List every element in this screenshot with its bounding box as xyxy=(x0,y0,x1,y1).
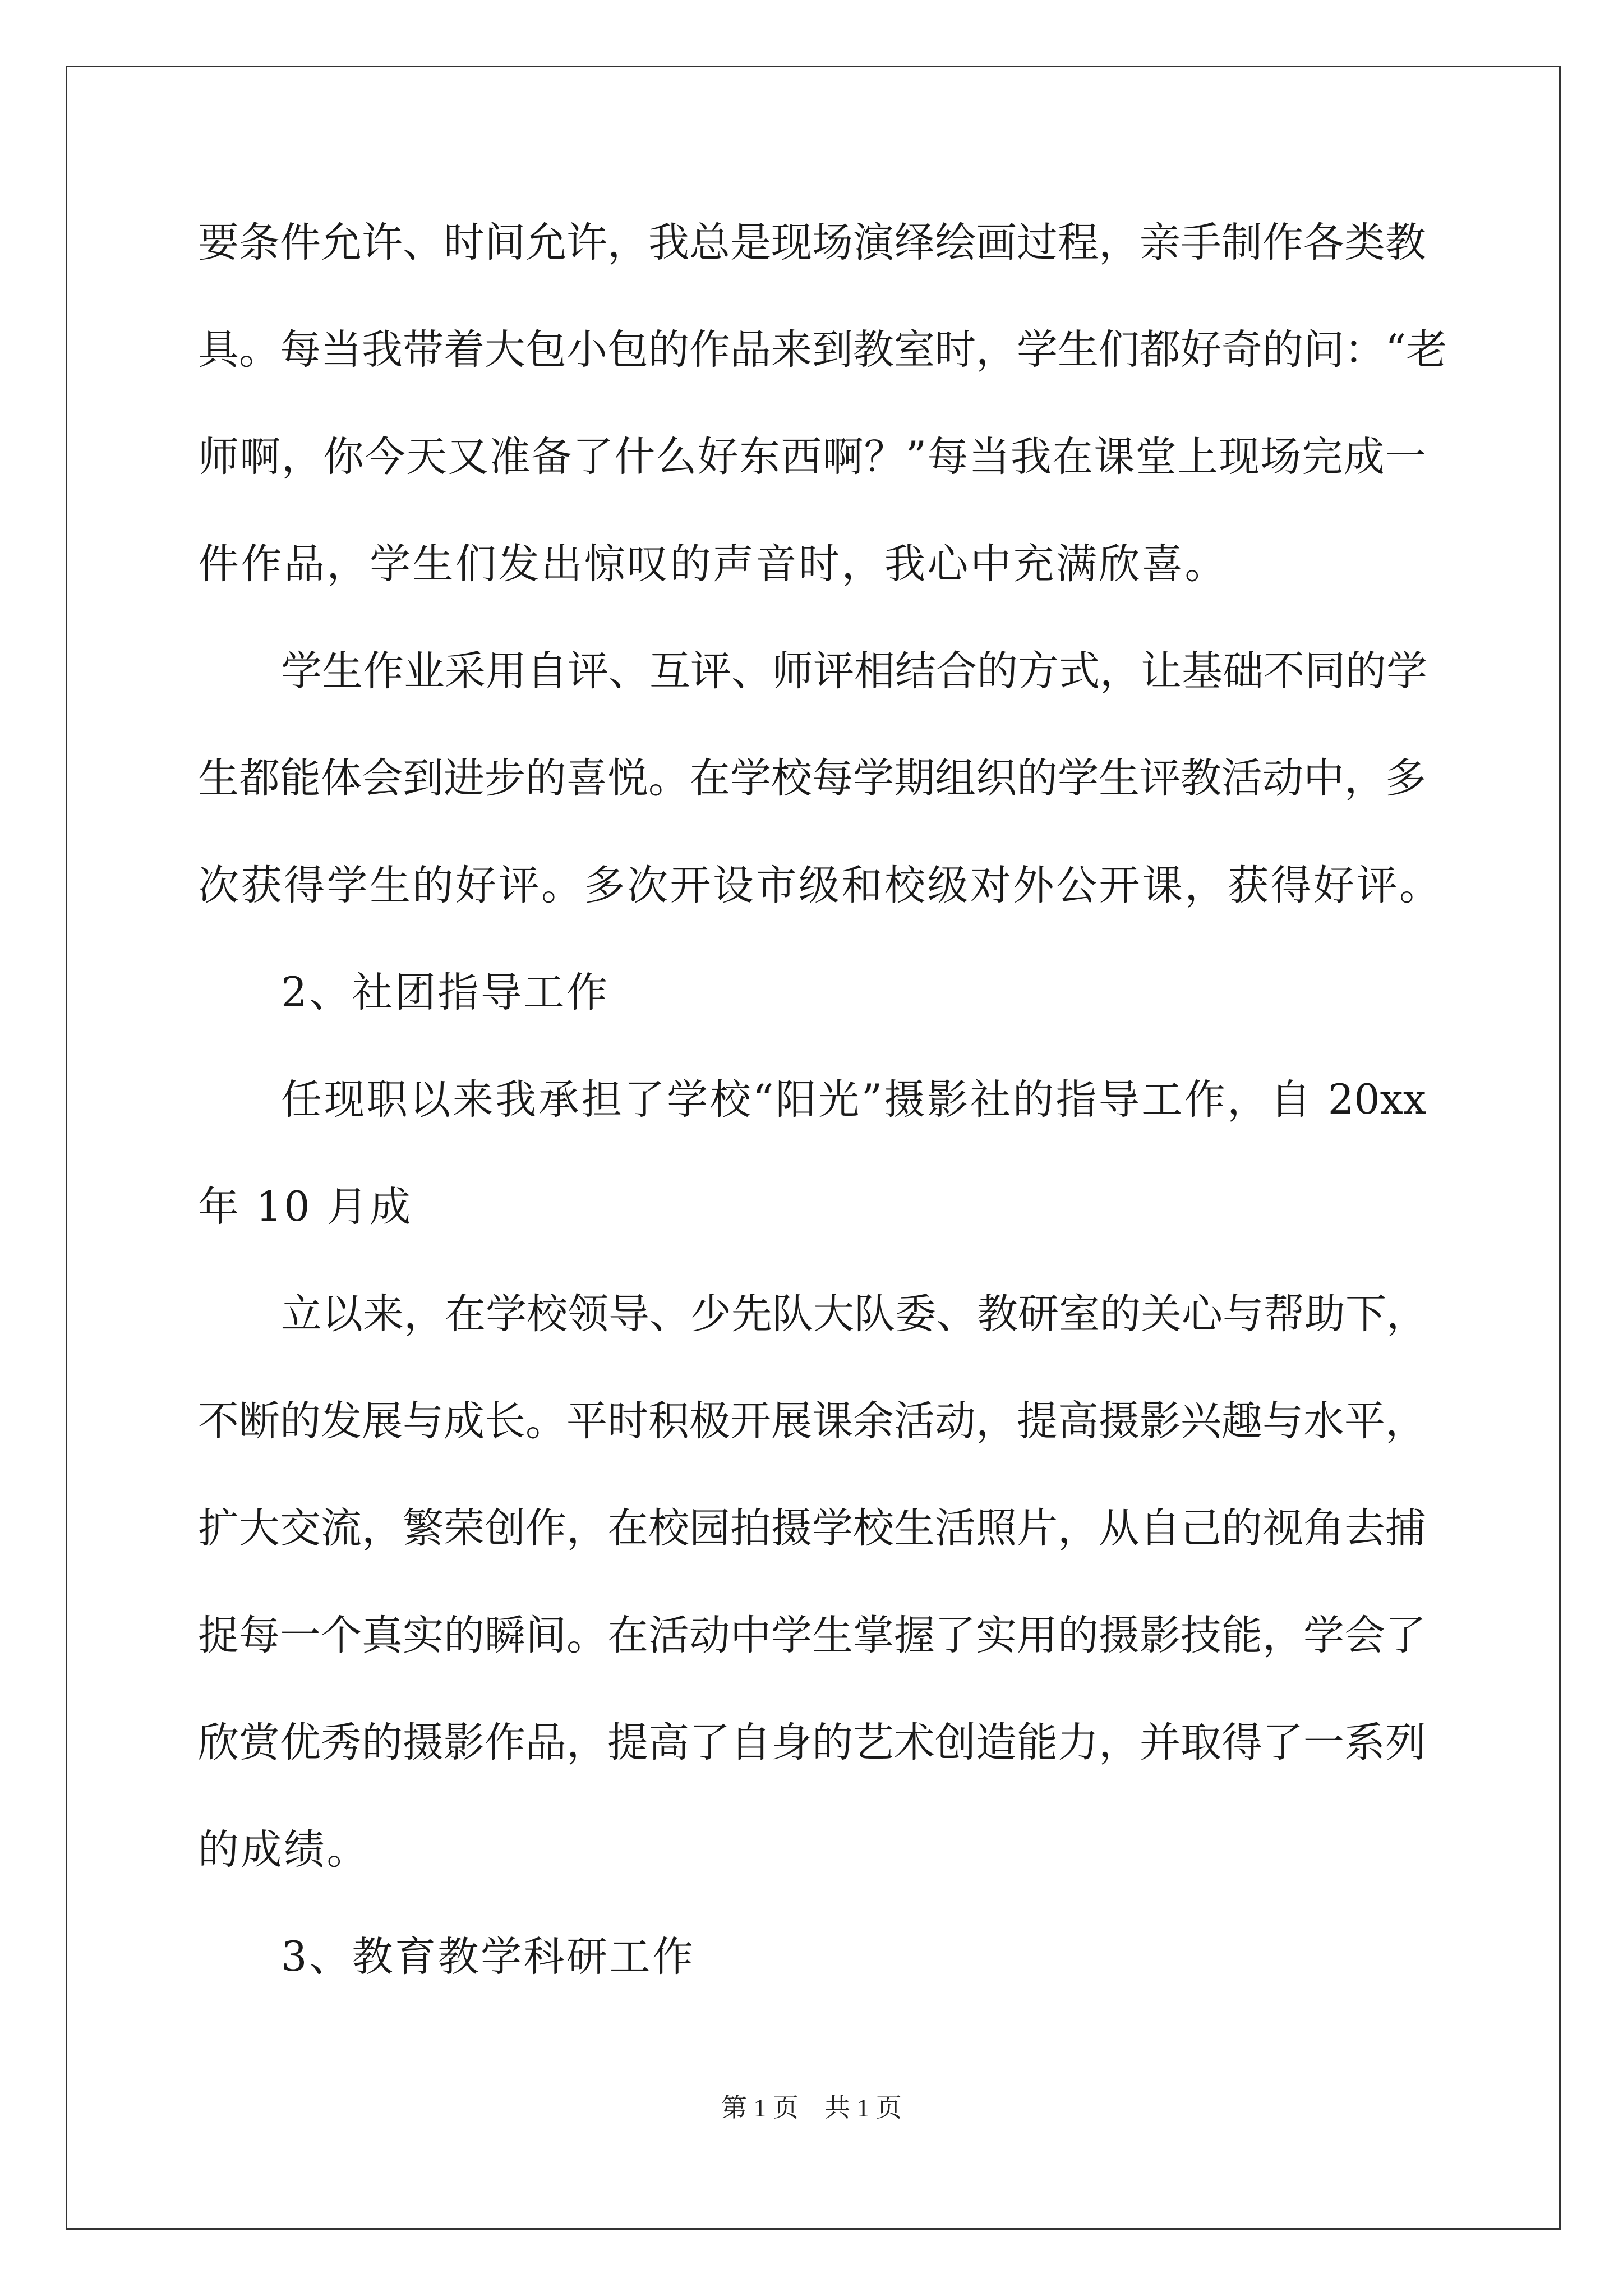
paragraph-line: 件作品，学生们发出惊叹的声音时，我心中充满欣喜。 xyxy=(198,540,1228,588)
paragraph-line: 学生作业采用自评、互评、师评相结合的方式，让基础不同的学 xyxy=(281,647,1427,695)
paragraph-line: 不断的发展与成长。平时积极开展课余活动，提高摄影兴趣与水平， xyxy=(198,1397,1426,1445)
paragraph-line: 任现职以来我承担了学校“阳光”摄影社的指导工作，自 20xx xyxy=(281,1076,1426,1124)
paragraph-line: 要条件允许、时间允许，我总是现场演绎绘画过程，亲手制作各类教 xyxy=(198,219,1426,266)
paragraph-line: 立以来，在学校领导、少先队大队委、教研室的关心与帮助下， xyxy=(281,1290,1427,1338)
page-border xyxy=(66,66,1561,2230)
paragraph-line: 具。每当我带着大包小包的作品来到教室时，学生们都好奇的问：“老 xyxy=(198,326,1447,374)
page-footer: 第 1 页 共 1 页 xyxy=(721,2093,902,2122)
section-heading: 2、社团指导工作 xyxy=(281,969,610,1016)
paragraph-line: 次获得学生的好评。多次开设市级和校级对外公开课，获得好评。 xyxy=(198,862,1442,909)
paragraph-line: 的成绩。 xyxy=(198,1826,370,1874)
paragraph-line: 师啊，你今天又准备了什么好东西啊？”每当我在课堂上现场完成一 xyxy=(198,433,1426,481)
paragraph-line: 生都能体会到进步的喜悦。在学校每学期组织的学生评教活动中，多 xyxy=(198,754,1426,802)
section-heading: 3、教育教学科研工作 xyxy=(281,1933,695,1981)
paragraph-line: 捉每一个真实的瞬间。在活动中学生掌握了实用的摄影技能，学会了 xyxy=(198,1612,1426,1659)
paragraph-line: 年 10 月成 xyxy=(198,1183,413,1231)
paragraph-line: 欣赏优秀的摄影作品，提高了自身的艺术创造能力，并取得了一系列 xyxy=(198,1719,1426,1766)
paragraph-line: 扩大交流，繁荣创作，在校园拍摄学校生活照片，从自己的视角去捕 xyxy=(198,1504,1426,1552)
